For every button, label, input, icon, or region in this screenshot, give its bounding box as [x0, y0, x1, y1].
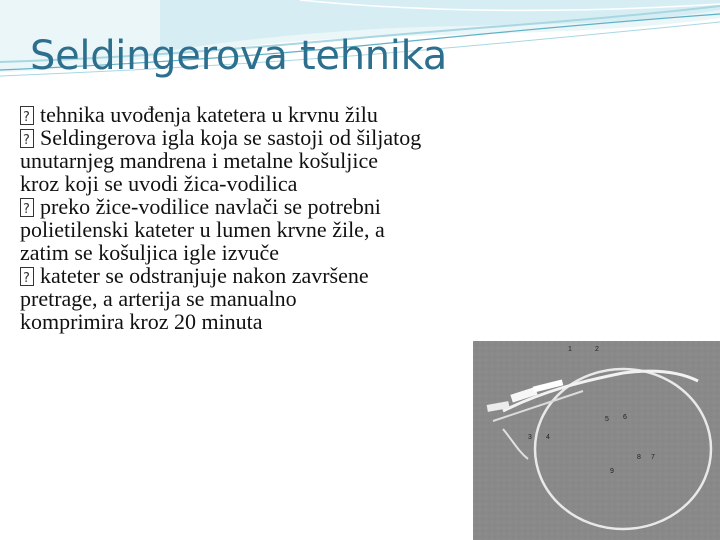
bullet-line: unutarnjeg mandrena i metalne košuljice — [20, 148, 378, 173]
missing-glyph-bullet-icon — [20, 267, 34, 286]
photo-label-5: 5 — [605, 416, 609, 423]
photo-label-2: 2 — [595, 346, 599, 353]
photo-label-9: 9 — [610, 468, 614, 475]
bullet-line: pretrage, a arterija se manualno — [20, 286, 297, 311]
bullet-list — [20, 103, 540, 333]
photo-label-3: 3 — [528, 434, 532, 441]
bullet-line: Seldingerova igla koja se sastoji od šiljatog — [40, 125, 422, 150]
bullet-item — [20, 195, 540, 264]
photo-label-1: 1 — [568, 346, 572, 353]
bullet-line: kroz koji se uvodi žica-vodilica — [20, 171, 298, 196]
bullet-line: tehnika uvođenja katetera u krvnu žilu — [40, 102, 378, 127]
photo-label-6: 6 — [623, 414, 627, 421]
bullet-line: polietilenski kateter u lumen krvne žile, a — [20, 217, 385, 242]
photo-label-8: 8 — [637, 454, 641, 461]
catheter-photo — [473, 341, 720, 540]
bullet-line: kateter se odstranjuje nakon završene — [40, 263, 369, 288]
bullet-item — [20, 264, 540, 333]
bullet-line: komprimira kroz 20 minuta — [20, 309, 263, 334]
slide-title: Seldingerova tehnika — [30, 33, 447, 79]
photo-label-7: 7 — [651, 454, 655, 461]
missing-glyph-bullet-icon — [20, 129, 34, 148]
photo-label-4: 4 — [546, 434, 550, 441]
bullet-item — [20, 103, 540, 126]
missing-glyph-bullet-icon — [20, 198, 34, 217]
bullet-item — [20, 126, 540, 195]
missing-glyph-bullet-icon — [20, 106, 34, 125]
bullet-line: preko žice-vodilice navlači se potrebni — [40, 194, 381, 219]
bullet-line: zatim se košuljica igle izvuče — [20, 240, 280, 265]
